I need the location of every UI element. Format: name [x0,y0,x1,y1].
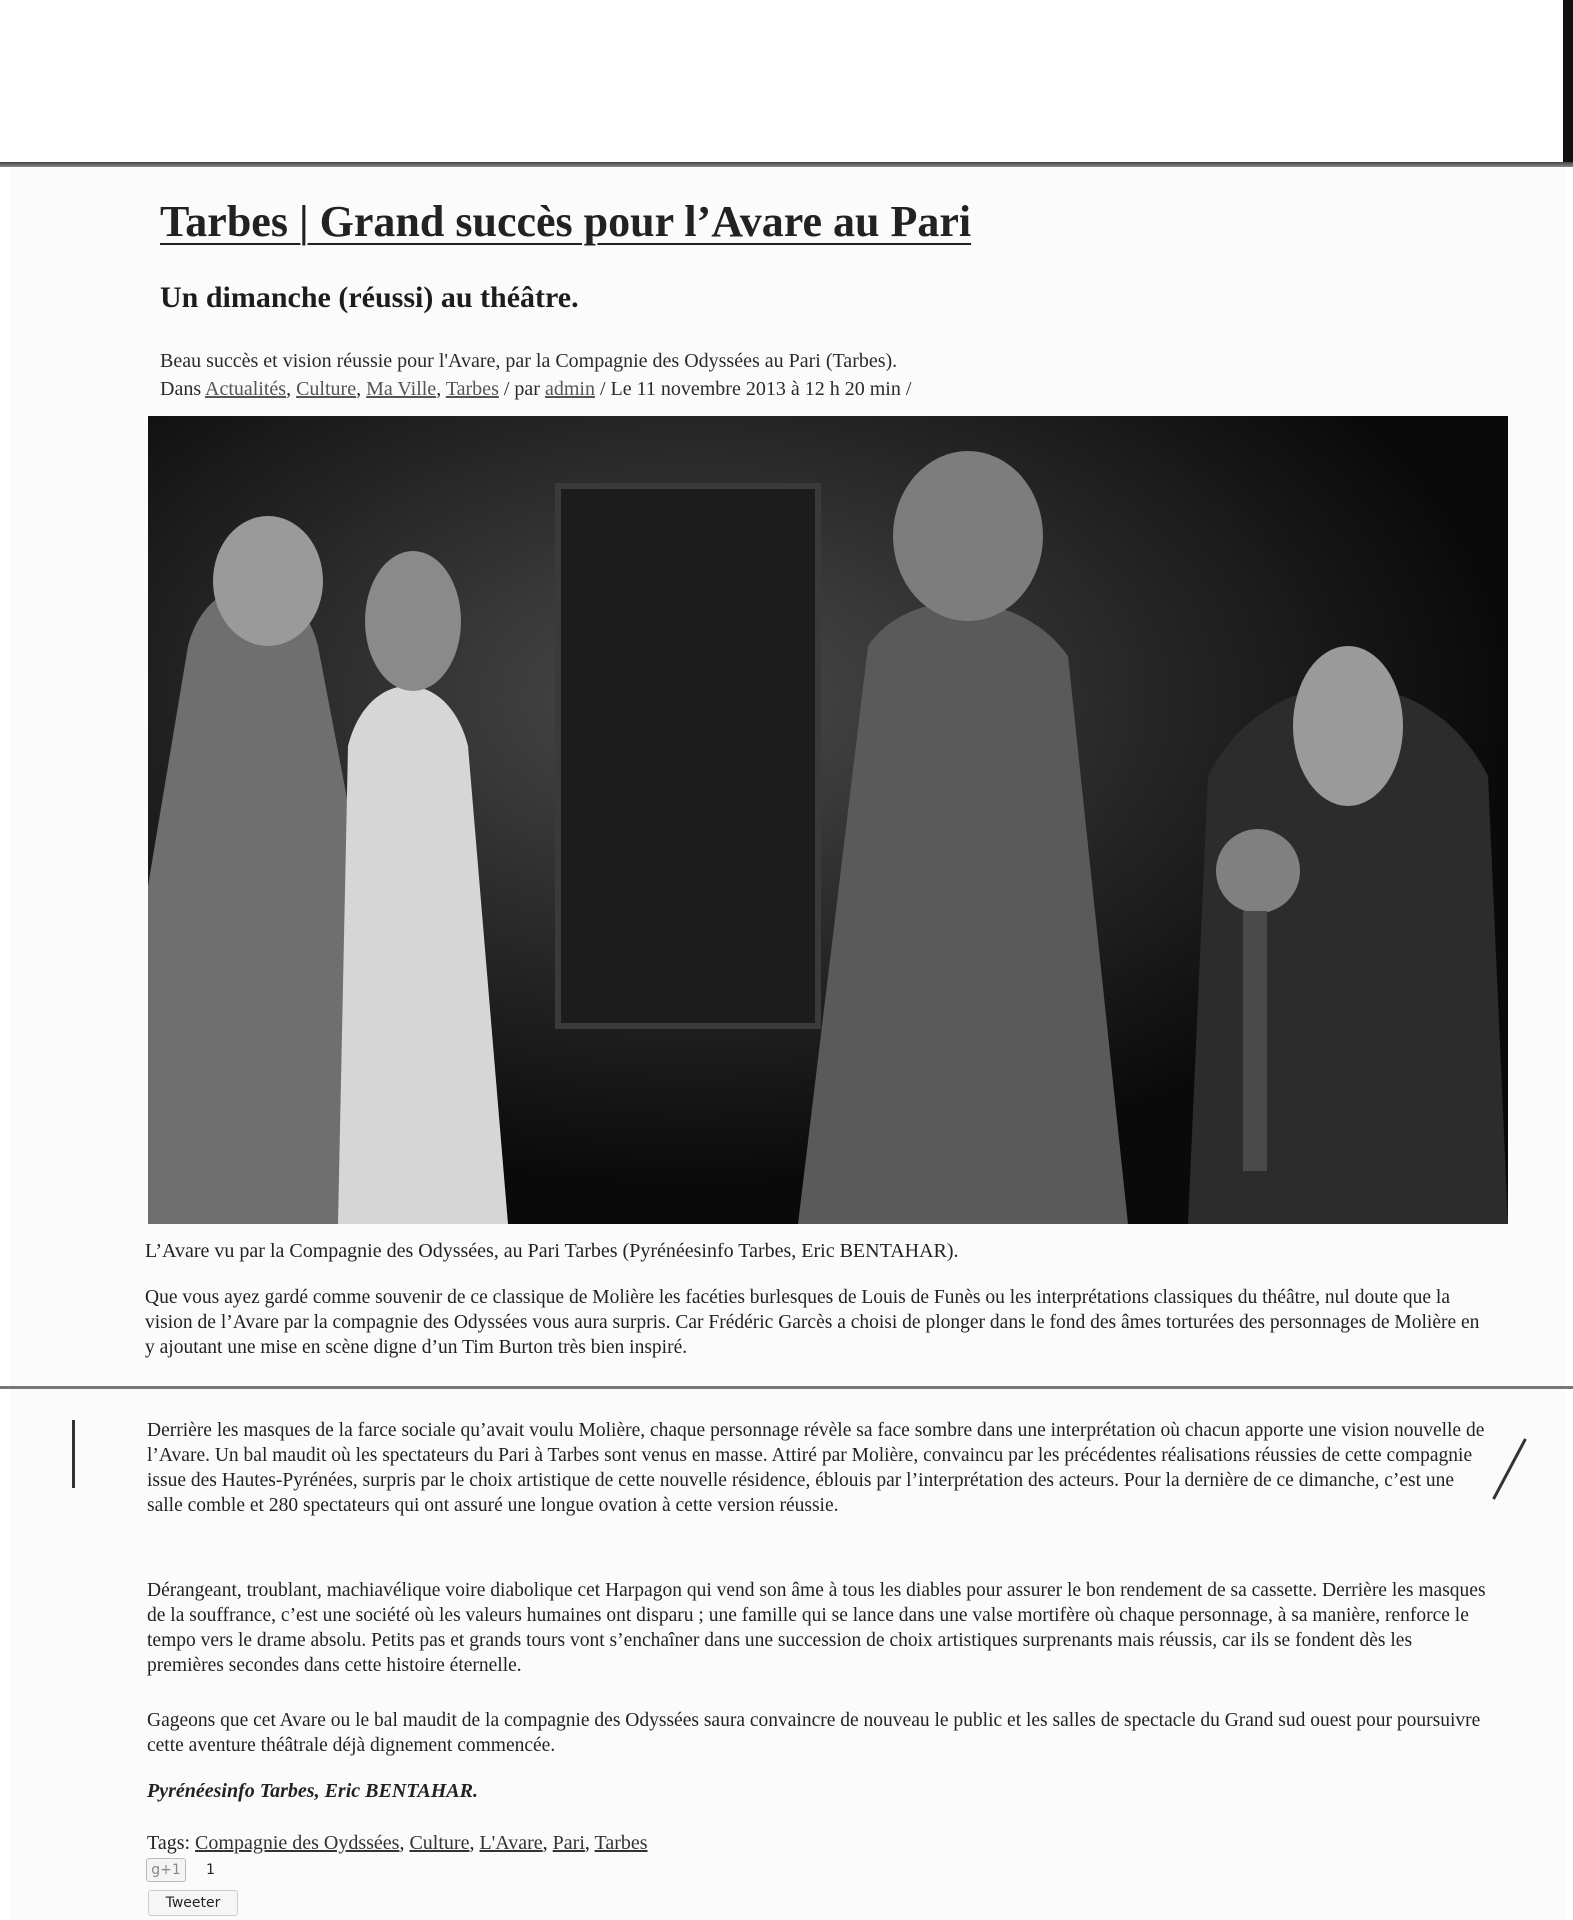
category-link-ma-ville[interactable]: Ma Ville [366,378,437,400]
article-photo [148,416,1508,1224]
tag-link[interactable]: Tarbes [594,1832,648,1854]
tag-link[interactable]: Pari [552,1832,585,1854]
author-link[interactable]: admin [544,378,595,400]
tag-link[interactable]: Culture [409,1832,470,1854]
article-paragraph: Dérangeant, troublant, machiavélique voire diabolique cet Harpagon qui vend son âme à tous les diables pour assurer le bon rendement de sa cassette. Derrière les masques de la souffrance, c’est une société où les valeurs humaines ont disparu ; une famille qui se lance dans une valse mortifère où chaque personnage, à sa manière, renforce le tempo vers le drame absolu. Petits pas et grands tours vont s’enchaîner dans une succession de choix artistiques surprenants mais réussis, car ils se fondent dès les premières secondes dans cette histoire éternelle. [147,1580,1486,1676]
tags-label: Tags: [147,1832,196,1854]
article-title: Tarbes | Grand succès pour l’Avare au Pari [160,197,972,246]
fold-line-top [0,162,1573,167]
article-lead: Beau succès et vision réussie pour l'Avare, par la Compagnie des Odyssées au Pari (Tarbes). [160,350,898,372]
theatre-scene-illustration [148,416,1508,1224]
google-plus-count: 1 [206,1862,215,1878]
article-paragraph: Que vous ayez gardé comme souvenir de ce classique de Molière les facéties burlesques de Louis de Funès ou les interprétations classiques du théâtre, nul doute que la vision de l’Avare par la compagnie des Odyssées vous aura surpris. Car Frédéric Garcès a choisi de plonger dans le fond des âmes torturées des personnages de Molière en y ajoutant une mise en scène digne d’un Tim Burton très bien inspiré. [145,1287,1480,1358]
category-link-tarbes[interactable]: Tarbes [445,378,499,400]
article-signature: Pyrénéesinfo Tarbes, Eric BENTAHAR. [147,1780,478,1802]
meta-by-label: / par [498,378,545,400]
meta-date: / Le 11 novembre 2013 à 12 h 20 min / [594,378,912,400]
category-link-culture[interactable]: Culture [296,378,357,400]
article-meta: Dans Actualités, Culture, Ma Ville, Tarbes / par admin / Le 11 novembre 2013 à 12 h 20 min / [160,378,912,400]
meta-prefix: Dans [160,378,205,400]
article-paragraph: Derrière les masques de la farce sociale qu’avait voulu Molière, chaque personnage révèle sa face sombre dans une interprétation où chacun apporte une vision nouvelle de l’Avare. Un bal maudit où les spectateurs du Pari à Tarbes sont venus en masse. Attiré par Molière, convaincu par les précédentes réalisations réussies de cette compagnie issue des Hautes-Pyrénées, surpris par le choix artistique de cette nouvelle résidence, éblouis par l’interprétation des acteurs. Pour la dernière de ce dimanche, c’est une salle comble et 280 spectateurs qui ont assuré une longue ovation à cette version réussie. [147,1420,1485,1516]
article-paragraph: Gageons que cet Avare ou le bal maudit de la compagnie des Odyssées saura convaincre de nouveau le public et les salles de spectacle du Grand sud ouest pour poursuivre cette aventure théâtrale déjà dignement commencée. [147,1710,1481,1756]
google-plus-button[interactable]: g+1 [146,1858,186,1882]
top-fold-area [0,0,1573,165]
scan-edge [1563,0,1573,165]
tags-row: Tags: Compagnie des Oydssées, Culture, L'Avare, Pari, Tarbes [147,1832,648,1854]
pen-mark-left [72,1420,75,1488]
photo-caption: L’Avare vu par la Compagnie des Odyssées, au Pari Tarbes (Pyrénéesinfo Tarbes, Eric BENTAHAR). [145,1240,959,1262]
article-subtitle: Un dimanche (réussi) au théâtre. [160,281,579,314]
category-link-actualites[interactable]: Actualités [205,378,287,400]
tag-link[interactable]: Compagnie des Oydssées [195,1832,400,1854]
tag-link[interactable]: L'Avare [479,1832,543,1854]
fold-line-middle [0,1386,1573,1389]
tweet-button[interactable]: Tweeter [148,1890,238,1916]
